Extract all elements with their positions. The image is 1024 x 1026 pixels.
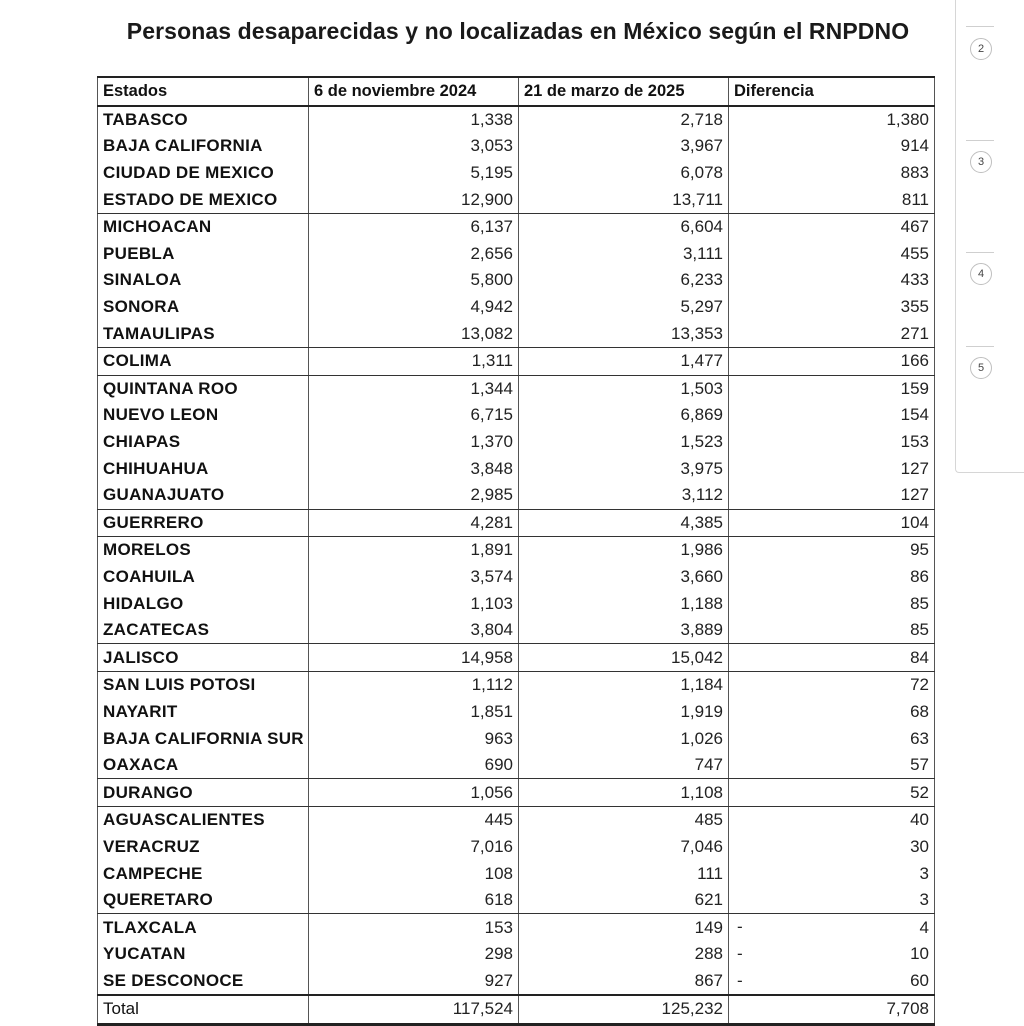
nov-2024-cell: 5,800 bbox=[309, 267, 519, 294]
state-cell: VERACRUZ bbox=[98, 834, 309, 861]
state-cell: SONORA bbox=[98, 294, 309, 321]
panel-divider bbox=[966, 346, 994, 347]
table-row bbox=[98, 509, 935, 537]
diferencia-cell bbox=[729, 590, 935, 617]
state-cell: BAJA CALIFORNIA bbox=[98, 133, 309, 160]
state-cell: GUERRERO bbox=[98, 509, 309, 537]
diferencia-value: 30 bbox=[910, 836, 929, 856]
negative-sign: - bbox=[737, 970, 743, 990]
diferencia-value: 455 bbox=[900, 243, 929, 263]
state-cell: CHIHUAHUA bbox=[98, 455, 309, 482]
state-cell: PUEBLA bbox=[98, 241, 309, 268]
mar-2025-cell: 288 bbox=[519, 941, 729, 968]
state-cell: OAXACA bbox=[98, 752, 309, 779]
table-row bbox=[98, 455, 935, 482]
state-cell: CHIAPAS bbox=[98, 429, 309, 456]
diferencia-cell bbox=[729, 941, 935, 968]
mar-2025-cell: 3,112 bbox=[519, 482, 729, 509]
nov-2024-cell: 1,370 bbox=[309, 429, 519, 456]
nov-2024-cell: 1,311 bbox=[309, 347, 519, 375]
table-row bbox=[98, 672, 935, 699]
page-title: Personas desaparecidas y no localizadas en México según el RNPDNO bbox=[126, 18, 910, 44]
nov-2024-cell: 7,016 bbox=[309, 834, 519, 861]
table-row bbox=[98, 267, 935, 294]
state-cell: AGUASCALIENTES bbox=[98, 807, 309, 834]
page-marker-5[interactable]: 5 bbox=[970, 357, 992, 379]
table-row bbox=[98, 213, 935, 240]
diferencia-value: 84 bbox=[910, 647, 929, 667]
diferencia-cell bbox=[729, 807, 935, 834]
mar-2025-cell: 111 bbox=[519, 860, 729, 887]
table-row bbox=[98, 241, 935, 268]
state-cell: CAMPECHE bbox=[98, 860, 309, 887]
side-panel bbox=[955, 0, 1024, 473]
diferencia-value: 63 bbox=[910, 728, 929, 748]
mar-2025-cell: 6,078 bbox=[519, 160, 729, 187]
diferencia-value: 355 bbox=[900, 297, 929, 317]
nov-2024-cell: 1,056 bbox=[309, 779, 519, 807]
table-row bbox=[98, 752, 935, 779]
nov-2024-cell: 298 bbox=[309, 941, 519, 968]
diferencia-cell bbox=[729, 429, 935, 456]
diferencia-cell bbox=[729, 347, 935, 375]
state-cell: JALISCO bbox=[98, 644, 309, 672]
diferencia-cell bbox=[729, 672, 935, 699]
state-cell: TABASCO bbox=[98, 106, 309, 134]
diferencia-value: 127 bbox=[900, 458, 929, 478]
table-row bbox=[98, 160, 935, 187]
state-cell: MICHOACAN bbox=[98, 213, 309, 240]
state-cell: SINALOA bbox=[98, 267, 309, 294]
diferencia-value: 3 bbox=[919, 890, 929, 910]
table-row bbox=[98, 834, 935, 861]
diferencia-cell bbox=[729, 564, 935, 591]
table-row bbox=[98, 779, 935, 807]
mar-2025-cell: 1,184 bbox=[519, 672, 729, 699]
table-row bbox=[98, 294, 935, 321]
diferencia-value: 10 bbox=[910, 944, 929, 964]
total-diferencia: 7,708 bbox=[729, 995, 935, 1024]
diferencia-value: 914 bbox=[900, 136, 929, 156]
state-cell: HIDALGO bbox=[98, 590, 309, 617]
diferencia-value: 68 bbox=[910, 701, 929, 721]
nov-2024-cell: 2,985 bbox=[309, 482, 519, 509]
diferencia-cell bbox=[729, 725, 935, 752]
diferencia-cell bbox=[729, 699, 935, 726]
mar-2025-cell: 6,604 bbox=[519, 213, 729, 240]
diferencia-value: 433 bbox=[900, 270, 929, 290]
table-body bbox=[98, 106, 935, 996]
state-cell: CIUDAD DE MEXICO bbox=[98, 160, 309, 187]
diferencia-cell bbox=[729, 160, 935, 187]
page-marker-2[interactable]: 2 bbox=[970, 38, 992, 60]
mar-2025-cell: 1,986 bbox=[519, 537, 729, 564]
diferencia-value: 159 bbox=[900, 378, 929, 398]
state-cell: MORELOS bbox=[98, 537, 309, 564]
panel-divider bbox=[966, 252, 994, 253]
mar-2025-cell: 4,385 bbox=[519, 509, 729, 537]
table-row bbox=[98, 482, 935, 509]
state-cell: QUERETARO bbox=[98, 887, 309, 914]
nov-2024-cell: 3,053 bbox=[309, 133, 519, 160]
diferencia-value: 811 bbox=[901, 189, 929, 209]
missing-persons-table bbox=[97, 76, 935, 1026]
diferencia-value: 467 bbox=[900, 217, 929, 237]
mar-2025-cell: 2,718 bbox=[519, 106, 729, 134]
diferencia-value: 154 bbox=[900, 405, 929, 425]
diferencia-cell bbox=[729, 914, 935, 941]
diferencia-cell bbox=[729, 402, 935, 429]
diferencia-value: 883 bbox=[900, 163, 929, 183]
table-row bbox=[98, 375, 935, 402]
nov-2024-cell: 1,851 bbox=[309, 699, 519, 726]
total-mar-2025: 125,232 bbox=[519, 995, 729, 1024]
table-header-row bbox=[98, 77, 935, 106]
total-nov-2024: 117,524 bbox=[309, 995, 519, 1024]
table-row bbox=[98, 968, 935, 996]
nov-2024-cell: 2,656 bbox=[309, 241, 519, 268]
state-cell: DURANGO bbox=[98, 779, 309, 807]
nov-2024-cell: 3,574 bbox=[309, 564, 519, 591]
mar-2025-cell: 7,046 bbox=[519, 834, 729, 861]
diferencia-cell bbox=[729, 887, 935, 914]
table-row bbox=[98, 106, 935, 134]
total-row bbox=[98, 995, 935, 1024]
nov-2024-cell: 6,715 bbox=[309, 402, 519, 429]
mar-2025-cell: 867 bbox=[519, 968, 729, 996]
mar-2025-cell: 485 bbox=[519, 807, 729, 834]
header-estados: Estados bbox=[98, 77, 309, 106]
table-row bbox=[98, 914, 935, 941]
nov-2024-cell: 963 bbox=[309, 725, 519, 752]
diferencia-cell bbox=[729, 320, 935, 347]
diferencia-value: 86 bbox=[910, 566, 929, 586]
nov-2024-cell: 618 bbox=[309, 887, 519, 914]
diferencia-cell bbox=[729, 968, 935, 996]
table-row bbox=[98, 860, 935, 887]
mar-2025-cell: 3,889 bbox=[519, 617, 729, 644]
diferencia-cell bbox=[729, 482, 935, 509]
diferencia-cell bbox=[729, 241, 935, 268]
diferencia-value: 153 bbox=[900, 432, 929, 452]
table-row bbox=[98, 807, 935, 834]
diferencia-cell bbox=[729, 644, 935, 672]
diferencia-value: 57 bbox=[910, 755, 929, 775]
table-row bbox=[98, 617, 935, 644]
state-cell: NUEVO LEON bbox=[98, 402, 309, 429]
total-label: Total bbox=[98, 995, 309, 1024]
nov-2024-cell: 13,082 bbox=[309, 320, 519, 347]
mar-2025-cell: 3,111 bbox=[519, 241, 729, 268]
table-row bbox=[98, 699, 935, 726]
state-cell: ZACATECAS bbox=[98, 617, 309, 644]
table-row bbox=[98, 402, 935, 429]
table-row bbox=[98, 590, 935, 617]
mar-2025-cell: 13,711 bbox=[519, 186, 729, 213]
diferencia-value: 72 bbox=[910, 675, 929, 695]
diferencia-value: 3 bbox=[919, 863, 929, 883]
diferencia-cell bbox=[729, 779, 935, 807]
diferencia-cell bbox=[729, 186, 935, 213]
nov-2024-cell: 1,344 bbox=[309, 375, 519, 402]
diferencia-cell bbox=[729, 106, 935, 134]
table-row bbox=[98, 537, 935, 564]
mar-2025-cell: 1,477 bbox=[519, 347, 729, 375]
mar-2025-cell: 15,042 bbox=[519, 644, 729, 672]
state-cell: SE DESCONOCE bbox=[98, 968, 309, 996]
mar-2025-cell: 6,869 bbox=[519, 402, 729, 429]
negative-sign: - bbox=[737, 944, 743, 963]
nov-2024-cell: 3,804 bbox=[309, 617, 519, 644]
state-cell: SAN LUIS POTOSI bbox=[98, 672, 309, 699]
state-cell: COAHUILA bbox=[98, 564, 309, 591]
diferencia-cell bbox=[729, 213, 935, 240]
mar-2025-cell: 747 bbox=[519, 752, 729, 779]
nov-2024-cell: 108 bbox=[309, 860, 519, 887]
diferencia-cell bbox=[729, 509, 935, 537]
diferencia-cell bbox=[729, 455, 935, 482]
diferencia-value: 104 bbox=[900, 512, 929, 532]
diferencia-value: 40 bbox=[910, 810, 929, 830]
nov-2024-cell: 1,891 bbox=[309, 537, 519, 564]
state-cell: COLIMA bbox=[98, 347, 309, 375]
state-cell: NAYARIT bbox=[98, 699, 309, 726]
diferencia-value: 4 bbox=[919, 917, 929, 937]
diferencia-cell bbox=[729, 537, 935, 564]
nov-2024-cell: 153 bbox=[309, 914, 519, 941]
state-cell: ESTADO DE MEXICO bbox=[98, 186, 309, 213]
mar-2025-cell: 1,026 bbox=[519, 725, 729, 752]
mar-2025-cell: 1,503 bbox=[519, 375, 729, 402]
mar-2025-cell: 1,108 bbox=[519, 779, 729, 807]
nov-2024-cell: 690 bbox=[309, 752, 519, 779]
state-cell: QUINTANA ROO bbox=[98, 375, 309, 402]
diferencia-value: 85 bbox=[910, 593, 929, 613]
mar-2025-cell: 1,188 bbox=[519, 590, 729, 617]
diferencia-value: 60 bbox=[910, 970, 929, 990]
diferencia-cell bbox=[729, 294, 935, 321]
diferencia-cell bbox=[729, 133, 935, 160]
table-row bbox=[98, 320, 935, 347]
nov-2024-cell: 1,338 bbox=[309, 106, 519, 134]
page-marker-3[interactable]: 3 bbox=[970, 151, 992, 173]
diferencia-value: 85 bbox=[910, 620, 929, 640]
diferencia-cell bbox=[729, 617, 935, 644]
mar-2025-cell: 621 bbox=[519, 887, 729, 914]
table-row bbox=[98, 644, 935, 672]
nov-2024-cell: 445 bbox=[309, 807, 519, 834]
table-row bbox=[98, 725, 935, 752]
nov-2024-cell: 4,942 bbox=[309, 294, 519, 321]
diferencia-cell bbox=[729, 375, 935, 402]
diferencia-value: 127 bbox=[900, 485, 929, 505]
diferencia-cell bbox=[729, 752, 935, 779]
table-row bbox=[98, 941, 935, 968]
diferencia-value: 1,380 bbox=[886, 109, 929, 129]
mar-2025-cell: 5,297 bbox=[519, 294, 729, 321]
nov-2024-cell: 1,112 bbox=[309, 672, 519, 699]
table-row bbox=[98, 347, 935, 375]
nov-2024-cell: 6,137 bbox=[309, 213, 519, 240]
page-marker-4[interactable]: 4 bbox=[970, 263, 992, 285]
panel-divider bbox=[966, 26, 994, 27]
state-cell: TLAXCALA bbox=[98, 914, 309, 941]
diferencia-value: 271 bbox=[900, 323, 929, 343]
table-row bbox=[98, 186, 935, 213]
mar-2025-cell: 1,919 bbox=[519, 699, 729, 726]
nov-2024-cell: 1,103 bbox=[309, 590, 519, 617]
nov-2024-cell: 927 bbox=[309, 968, 519, 996]
state-cell: BAJA CALIFORNIA SUR bbox=[98, 725, 309, 752]
mar-2025-cell: 6,233 bbox=[519, 267, 729, 294]
diferencia-value: 52 bbox=[910, 782, 929, 802]
header-nov-2024: 6 de noviembre 2024 bbox=[309, 77, 519, 106]
table-row bbox=[98, 429, 935, 456]
nov-2024-cell: 4,281 bbox=[309, 509, 519, 537]
state-cell: YUCATAN bbox=[98, 941, 309, 968]
diferencia-value: 166 bbox=[900, 351, 929, 371]
nov-2024-cell: 5,195 bbox=[309, 160, 519, 187]
diferencia-value: 95 bbox=[910, 540, 929, 560]
diferencia-cell bbox=[729, 834, 935, 861]
diferencia-cell bbox=[729, 267, 935, 294]
header-mar-2025: 21 de marzo de 2025 bbox=[519, 77, 729, 106]
mar-2025-cell: 149 bbox=[519, 914, 729, 941]
mar-2025-cell: 1,523 bbox=[519, 429, 729, 456]
mar-2025-cell: 3,660 bbox=[519, 564, 729, 591]
state-cell: GUANAJUATO bbox=[98, 482, 309, 509]
table-row bbox=[98, 133, 935, 160]
header-diferencia: Diferencia bbox=[729, 77, 935, 106]
mar-2025-cell: 3,967 bbox=[519, 133, 729, 160]
mar-2025-cell: 13,353 bbox=[519, 320, 729, 347]
panel-divider bbox=[966, 140, 994, 141]
diferencia-cell bbox=[729, 860, 935, 887]
negative-sign: - bbox=[737, 917, 743, 937]
nov-2024-cell: 12,900 bbox=[309, 186, 519, 213]
mar-2025-cell: 3,975 bbox=[519, 455, 729, 482]
table-row bbox=[98, 887, 935, 914]
state-cell: TAMAULIPAS bbox=[98, 320, 309, 347]
nov-2024-cell: 14,958 bbox=[309, 644, 519, 672]
nov-2024-cell: 3,848 bbox=[309, 455, 519, 482]
table-row bbox=[98, 564, 935, 591]
